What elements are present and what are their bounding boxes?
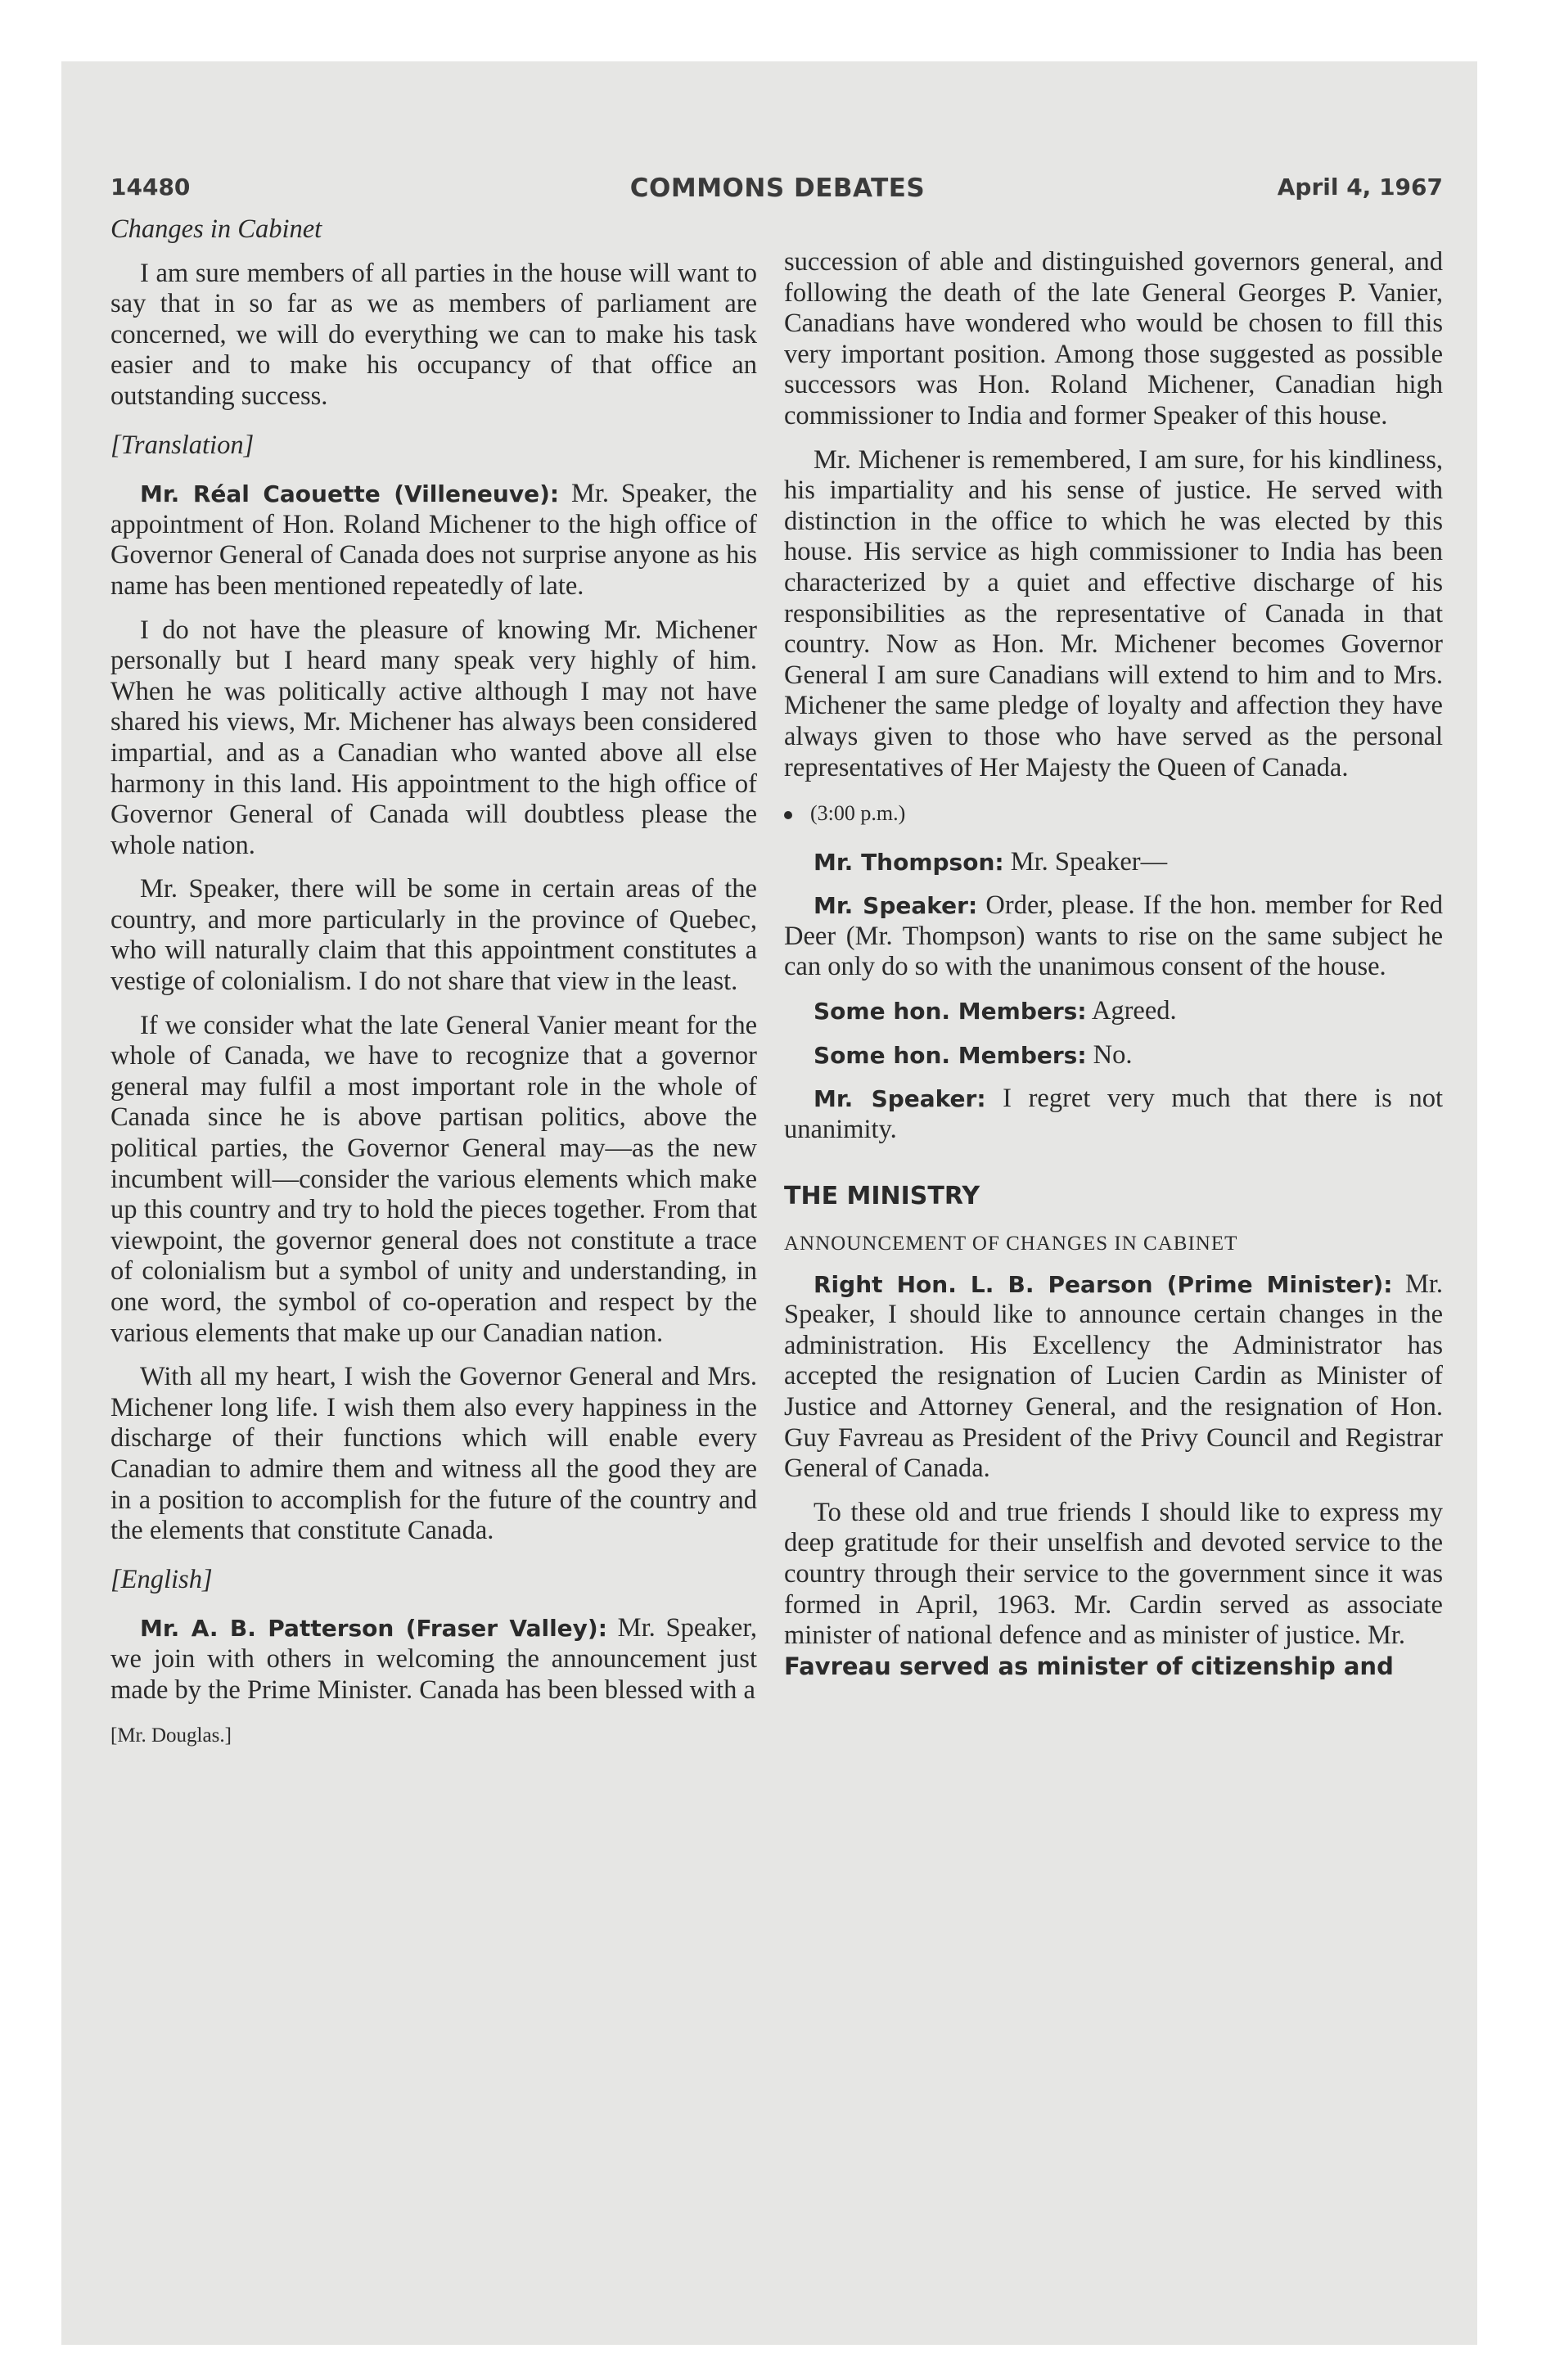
paragraph: With all my heart, I wish the Governor General and Mrs. Michener long life. I wish them also every happiness in the discharge of their functions which will enable every Canadian to admire them and witness all the good they are in a position to accomplish for the future of the country and the elements that constitute Canada. (110, 1362, 757, 1546)
page-number: 14480 (110, 174, 191, 201)
publication-title: COMMONS DEBATES (629, 174, 926, 203)
speech-paragraph (110, 479, 757, 602)
speech-text: Mr. Speaker— (1003, 846, 1168, 877)
english-tag: [English] (110, 1564, 213, 1594)
speaker-name: Mr. A. B. Patterson (Fraser Valley): (140, 1615, 607, 1643)
running-subhead: Changes in Cabinet (110, 214, 322, 244)
speech-text: I regret very much that there is not unanimity. (784, 1084, 1443, 1144)
section-subheading: ANNOUNCEMENT OF CHANGES IN CABINET (784, 1233, 1238, 1255)
paragraph: Mr. Michener is remembered, I am sure, for his kindliness, his impartiality and his sense of justice. He served with distinction in the office to which he was elected by this house. His service as high commissioner to India has been characterized by a quiet and effective discharge of his responsibilities as the representative of Canada in that country. Now as Hon. Mr. Michener becomes Governor General I am sure Canadians will extend to him and to Mrs. Michener the same pledge of loyalty and affection they have always given to those who have served as the personal representatives of Her Majesty the Queen of Canada. (784, 444, 1443, 782)
paragraph: succession of able and distinguished governors general, and following the death of the late General Georges P. Vanier, Canadians have wondered who would be chosen to fill this very important position. Among those suggested as possible successors was Hon. Roland Michener, Canadian high commissioner to India and former Speaker of this house. (784, 247, 1443, 430)
speaker-name: Mr. Thompson: (814, 848, 1004, 876)
speech-paragraph (784, 890, 1443, 983)
speech-paragraph (784, 1269, 1443, 1485)
speech-text: No. (1086, 1039, 1133, 1070)
time-text: (3:00 p.m.) (810, 801, 906, 826)
paragraph (784, 1498, 1443, 1683)
time-marker (784, 798, 1443, 829)
translation-tag: [Translation] (110, 430, 255, 460)
section-heading: THE MINISTRY (784, 1182, 980, 1211)
speaker-name: Mr. Réal Caouette (Villeneuve): (140, 480, 560, 508)
speaker-name: Right Hon. L. B. Pearson (Prime Minister): (814, 1270, 1393, 1298)
right-column (784, 247, 1443, 1695)
paragraph-bold-line: Favreau served as minister of citizenship and (784, 1652, 1394, 1680)
paragraph-text: To these old and true friends I should like to express my deep gratitude for their unselfish and devoted service to the country through their service to the government since it was formed in April, 1963. Mr. Cardin served as associate minister of national defence and as minister of justice. Mr. (784, 1497, 1443, 1651)
speech-text: Agreed. (1086, 996, 1177, 1026)
publication-date: April 4, 1967 (1277, 174, 1443, 201)
speaker-name: Mr. Speaker: (814, 892, 978, 920)
paragraph: I am sure members of all parties in the house will want to say that in so far as we as members of parliament are concerned, we will do everything we can to make his task easier and to make his occupancy of that office an outstanding success. (110, 258, 757, 411)
page-header (110, 174, 1443, 206)
speech-paragraph (784, 847, 1443, 878)
speaker-name: Some hon. Members: (814, 1041, 1087, 1069)
speech-text: Mr. Speaker, we join with others in welcoming the announcement just made by the Prime Minister. Canada has been blessed with a (110, 1613, 757, 1705)
speech-text: Order, please. If the hon. member for Red Deer (Mr. Thompson) wants to rise on the same subject he can only do so with the unanimous consent of the house. (784, 890, 1443, 982)
speech-paragraph (110, 1613, 757, 1706)
speech-paragraph (784, 1084, 1443, 1145)
left-column (110, 214, 757, 1765)
speaker-name: Some hon. Members: (814, 998, 1087, 1025)
speech-paragraph (784, 1040, 1443, 1071)
speech-paragraph (784, 996, 1443, 1027)
bullet-icon (784, 811, 792, 819)
speech-text: Mr. Speaker, the appointment of Hon. Roland Michener to the high office of Governor General of Canada does not surprise anyone as his name has been mentioned repeatedly of late. (110, 479, 757, 601)
paragraph: Mr. Speaker, there will be some in certain areas of the country, and more particularly in the province of Quebec, who will naturally claim that this appointment constitutes a vestige of colonialism. I do not share that view in the least. (110, 874, 757, 997)
speaker-name: Mr. Speaker: (814, 1085, 986, 1113)
paragraph: I do not have the pleasure of knowing Mr. Michener personally but I heard many speak very highly of him. When he was politically active although I may not have shared his views, Mr. Michener has always been considered impartial, and as a Canadian who wanted above all else harmony in this land. His appointment to the high office of Governor General of Canada will doubtless please the whole nation. (110, 615, 757, 860)
footer-reference: [Mr. Douglas.] (110, 1724, 232, 1747)
speech-text: Mr. Speaker, I should like to announce certain changes in the administration. His Excellency the Administrator has accepted the resignation of Lucien Cardin as Minister of Justice and Attorney General, and the resignation of Hon. Guy Favreau as President of the Privy Council and Registrar General of Canada. (784, 1269, 1443, 1484)
paragraph: If we consider what the late General Vanier meant for the whole of Canada, we have to recognize that a governor general may fulfil a most important role in the whole of Canada since he is above partisan politics, above the political parties, the Governor General may—as the new incumbent will—consider the various elements which make up this country and try to hold the pieces together. From that viewpoint, the governor general does not constitute a trace of colonialism but a symbol of unity and understanding, in one word, the symbol of co-operation and respect by the various elements that make up our Canadian nation. (110, 1010, 757, 1348)
